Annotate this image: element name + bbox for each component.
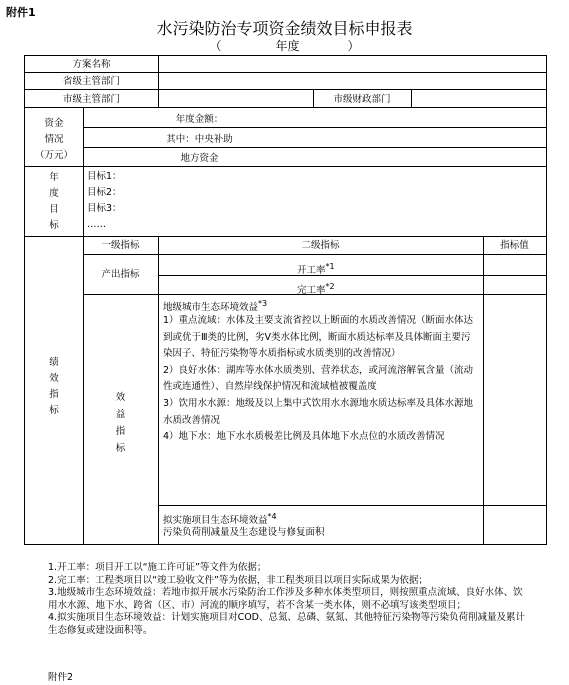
funds-label-line-3: （万元） <box>34 150 73 161</box>
plan-name-label: 方案名称 <box>72 59 111 70</box>
eco-benefit-items <box>163 313 475 446</box>
attachment-label: 附件1 <box>6 6 36 19</box>
start-rate-note: *1 <box>325 262 335 271</box>
city-finance-label: 市级财政部门 <box>333 94 391 105</box>
eco-benefit-note: *3 <box>258 299 268 308</box>
goals-label-char-1: 年 <box>49 172 59 183</box>
eco-benefit-title: 地级城市生态环境效益 <box>163 302 259 314</box>
value-header: 指标值 <box>500 240 529 251</box>
performance-label-char-3: 指 <box>49 389 59 400</box>
footnote-1: 1.开工率：项目开工以“施工许可证”等文件为依据； <box>48 562 267 573</box>
eco-item-drinking-water: 3）饮用水水源：地级及以上集中式饮用水水源地水质达标率及具体水源地水质改善情况 <box>163 397 474 426</box>
year-line <box>0 37 569 54</box>
level2-header: 二级指标 <box>301 240 340 251</box>
benefit-label-char-3: 指 <box>115 426 126 437</box>
year-close-paren: ） <box>347 39 360 53</box>
finish-rate-cell <box>297 280 335 297</box>
local-funds-label: 地方资金 <box>180 153 219 164</box>
goals-label-char-3: 目 <box>49 204 59 215</box>
eco-item-groundwater: 4）地下水：地下水水质极差比例及具体地下水点位的水质改善情况 <box>163 431 445 443</box>
eco-benefit-title-cell <box>163 297 267 314</box>
performance-label-char-2: 效 <box>49 373 59 384</box>
city-dept-label: 市级主管部门 <box>62 94 120 105</box>
eco-item-good-water: 2）良好水体：湖库等水体水质类别、营养状态，或河流溶解氧含量（流动性或连通性）、自然岸线保护情况和流域植被覆盖度 <box>163 364 474 393</box>
funds-label-line-1: 资金 <box>44 118 64 129</box>
goals-label-char-4: 标 <box>49 220 59 231</box>
project-benefit-note: *4 <box>267 512 277 521</box>
project-benefit-title: 拟实施项目生态环境效益 <box>163 515 268 527</box>
attachment2-label: 附件2 <box>48 672 74 683</box>
goal-item-2: 目标2： <box>87 187 122 198</box>
year-open-paren: （ <box>209 39 222 53</box>
performance-label-char-4: 标 <box>49 405 59 416</box>
target-form-table <box>24 55 547 545</box>
footnote-3: 3.地级城市生态环境效益：若地市拟开展水污染防治工作涉及多种水体类型项目，则按照重点流域、良好水体、饮用水水源、地下水、跨省（区、市）河流的顺序填写，若不含某一类水体，则不必填写该类型项目； <box>48 587 523 611</box>
eco-item-key-basins: 1）重点流域：水体及主要支流省控以上断面的水质改善情况（断面水体达到或优于Ⅲ类的比例，劣Ⅴ类水体比例，断面水质达标率及具体断面主要污染因子、特征污染物等水质指标或水质类别的改善情况） <box>163 315 474 360</box>
benefit-label-char-4: 标 <box>115 443 126 454</box>
footnotes <box>48 562 528 637</box>
annual-amount-label: 年度金额： <box>175 114 224 125</box>
benefit-label-char-1: 效 <box>115 392 126 403</box>
provincial-dept-label: 省级主管部门 <box>62 76 120 87</box>
level1-header: 一级指标 <box>101 240 140 251</box>
project-benefit-title-cell <box>163 510 277 527</box>
goal-item-4: …… <box>87 219 106 230</box>
funds-label-line-2: 情况 <box>44 134 64 145</box>
goal-item-3: 目标3： <box>87 203 122 214</box>
footnote-4: 4.拟实施项目生态环境效益：计划实施项目对COD、总氮、总磷、氨氮、其他特征污染物等污染负荷削减量及累计生态修复或建设面积等。 <box>48 612 525 636</box>
output-indicator-label: 产出指标 <box>101 269 140 280</box>
document-title: 水污染防治专项资金绩效目标申报表 <box>156 19 413 38</box>
goals-label-char-2: 度 <box>49 188 59 199</box>
benefit-label-char-2: 益 <box>115 409 126 420</box>
start-rate-label: 开工率 <box>297 265 326 277</box>
goal-item-1: 目标1： <box>87 171 122 182</box>
performance-label-char-1: 绩 <box>49 357 59 368</box>
footnote-2: 2.完工率：工程类项目以“竣工验收文件”等为依据，非工程类项目以项目实际成果为依据； <box>48 574 428 586</box>
central-subsidy-label: 其中：中央补助 <box>166 134 233 145</box>
year-label: 年度 <box>275 39 300 53</box>
start-rate-cell <box>297 260 335 277</box>
finish-rate-label: 完工率 <box>297 285 326 297</box>
finish-rate-note: *2 <box>325 282 335 291</box>
project-benefit-desc: 污染负荷削减量及生态建设与修复面积 <box>163 527 325 538</box>
